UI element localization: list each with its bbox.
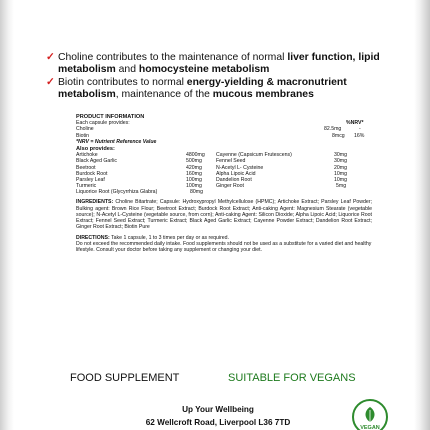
provides-row: Burdock Root 160mg Alpha Lipoic Acid 10mg bbox=[76, 170, 347, 177]
provides-row: Artichoke 4800mg Cayenne (Capsicum Frutescens) 30mg bbox=[76, 152, 347, 159]
nrv-header: %NRV* bbox=[346, 120, 364, 127]
also-provides-title: Also provides: bbox=[76, 145, 115, 152]
food-supplement-label: FOOD SUPPLEMENT bbox=[70, 372, 180, 384]
product-information bbox=[76, 114, 372, 253]
svg-text:VEGAN: VEGAN bbox=[360, 425, 380, 430]
claim-choline: ✓ Choline contributes to the maintenance of normal liver function, lipid metabolism and homocysteine metabolism bbox=[46, 52, 380, 76]
ingredients: INGREDIENTS: Choline Bitartrate; Capsule: Hydroxypropyl Methylcellulose (HPMC); Artichoke Extract; Parsley Leaf Powder; Bulking agent: Brown Rice Flour; Beetroot Extract; Burdock Root Extract; Anti-caking Agent: Magnesium Stearate (vegetable source); N-Acetyl L-Cysteine (vegetable source, from corn); Anti-caking Agent: Silicon Dioxide; Alpha Lipoic Acid; Liquorice Root Extract; Fennel Seed Extract; Turmeric Extract; Black Aged Garlic Extract; Cayenne Powder Extract; Dandelion Root Extract; Ginger Root Extract; Biotin Pure bbox=[76, 199, 372, 231]
nutrient-row: Choline 82.5mg - bbox=[76, 126, 361, 133]
provides-row: Black Aged Garlic 500mg Fennel Seed 30mg bbox=[76, 158, 347, 165]
benefit-claims bbox=[46, 52, 386, 102]
provides-row: Liquorice Root (Glycyrrhiza Glabra) 80mg bbox=[76, 189, 203, 196]
suitable-for-vegans-label: SUITABLE FOR VEGANS bbox=[228, 372, 356, 384]
directions: DIRECTIONS: Take 1 capsule, 1 to 3 times per day or as required. bbox=[76, 234, 230, 241]
claim-biotin: ✓ Biotin contributes to normal energy-yielding & macronutrient metabolism, maintenance of the mucous membranes bbox=[46, 76, 347, 101]
bottle-left-shading bbox=[0, 0, 14, 430]
leaf-icon bbox=[354, 401, 386, 430]
bottle-right-shading bbox=[414, 0, 430, 430]
provides-row: Turmeric 100mg Ginger Root 5mg bbox=[76, 183, 347, 190]
company-name: Up Your Wellbeing bbox=[182, 405, 254, 414]
provides-row: Parsley Leaf 100mg Dandelion Root 10mg bbox=[76, 176, 347, 183]
product-info-title: PRODUCT INFORMATION bbox=[76, 114, 145, 120]
warning: Do not exceed the recommended daily intake. Food supplements should not be used as a substitute for a varied diet and healthy lifestyle. Consult your doctor before taking any supplement or changing your diet. bbox=[76, 240, 372, 253]
nutrient-header-row: Each capsule provides: %NRV* bbox=[76, 120, 364, 127]
address-line: 62 Wellcroft Road, Liverpool L36 7TD bbox=[145, 418, 291, 427]
nutrient-row: Biotin 8mcg 16% bbox=[76, 132, 365, 139]
vegan-badge-icon bbox=[352, 399, 388, 430]
provides-row: Beetroot 420mg N-Acetyl L- Cysteine 20mg bbox=[76, 164, 347, 171]
nrv-note: *NRV = Nutrient Reference Value bbox=[76, 138, 157, 145]
tick-icon: ✓ bbox=[46, 76, 55, 88]
tick-icon: ✓ bbox=[46, 52, 55, 63]
company-address bbox=[113, 403, 323, 429]
